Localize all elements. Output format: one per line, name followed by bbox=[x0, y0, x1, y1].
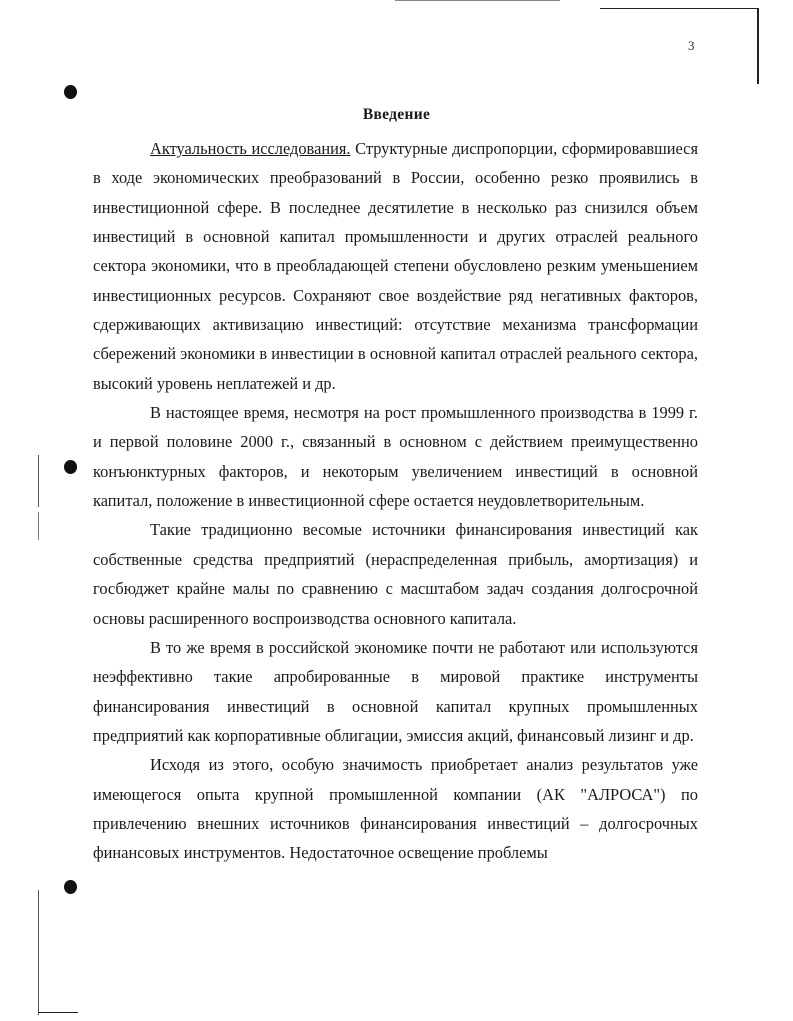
paragraph: В настоящее время, несмотря на рост промышленного производства в 1999 г. и первой половине 2000 г., связанный в основном с действием преимущественно конъюнктурных факторов, и некоторым увеличением инвестиций в основной капитал, положение в инвестиционной сфере остается неудовлетворительным. bbox=[93, 403, 698, 511]
scan-edge-line-left-middle bbox=[38, 455, 39, 507]
scan-edge-line-bottom bbox=[38, 1012, 78, 1013]
page-number: 3 bbox=[688, 38, 695, 53]
punch-hole-bottom bbox=[64, 880, 77, 894]
paragraph-text: Структурные диспропорции, сформировавшиеся в ходе экономических преобразований в России, особенно резко проявились в инвестиционной сфере. В последнее десятилетие в несколько раз снизился объем инвестиций в основной капитал промышленности и других отраслей реального сектора экономики, что в преобладающей степени обусловлено резким уменьшением инвестиционных ресурсов. Сохраняют свое воздействие ряд негативных факторов, сдерживающих активизацию инвестиций: отсутствие механизма трансформации сбережений экономики в инвестиции в основной капитал отраслей реального сектора, высокий уровень неплатежей и др. bbox=[93, 139, 698, 393]
scan-edge-line-top bbox=[395, 0, 560, 1]
paragraph-lead-relevance: Актуальность исследования. bbox=[150, 139, 351, 158]
page-title: Введение bbox=[362, 106, 431, 123]
paragraph: Исходя из этого, особую значимость приобретает анализ результатов уже имеющегося опыта крупной промышленной компании (АК "АЛРОСА") по привлечению внешних источников финансирования инвестиций – долгосрочных финансовых инструментов. Недостаточное освещение проблемы bbox=[93, 755, 698, 863]
paragraph: Такие традиционно весомые источники финансирования инвестиций как собственные средства предприятий (нераспределенная прибыль, амортизация) и госбюджет крайне малы по сравнению с масштабом задач создания долгосрочной основы расширенного воспроизводства основного капитала. bbox=[93, 520, 698, 628]
punch-hole-top bbox=[64, 85, 77, 99]
scan-edge-line-top-right bbox=[600, 8, 758, 9]
punch-hole-middle bbox=[64, 460, 77, 474]
paragraph: В то же время в российской экономике почти не работают или используются неэффективно такие апробированные в мировой практике инструменты финансирования инвестиций в основной капитал крупных промышленных предприятий как корпоративные облигации, эмиссия акций, финансовый лизинг и др. bbox=[93, 637, 698, 745]
scan-edge-line-left-dash bbox=[38, 512, 39, 540]
scan-edge-line-right bbox=[757, 8, 759, 84]
scan-edge-line-left-bottom bbox=[38, 890, 39, 1015]
paragraph-relevance bbox=[93, 134, 698, 398]
body-text bbox=[93, 134, 698, 868]
